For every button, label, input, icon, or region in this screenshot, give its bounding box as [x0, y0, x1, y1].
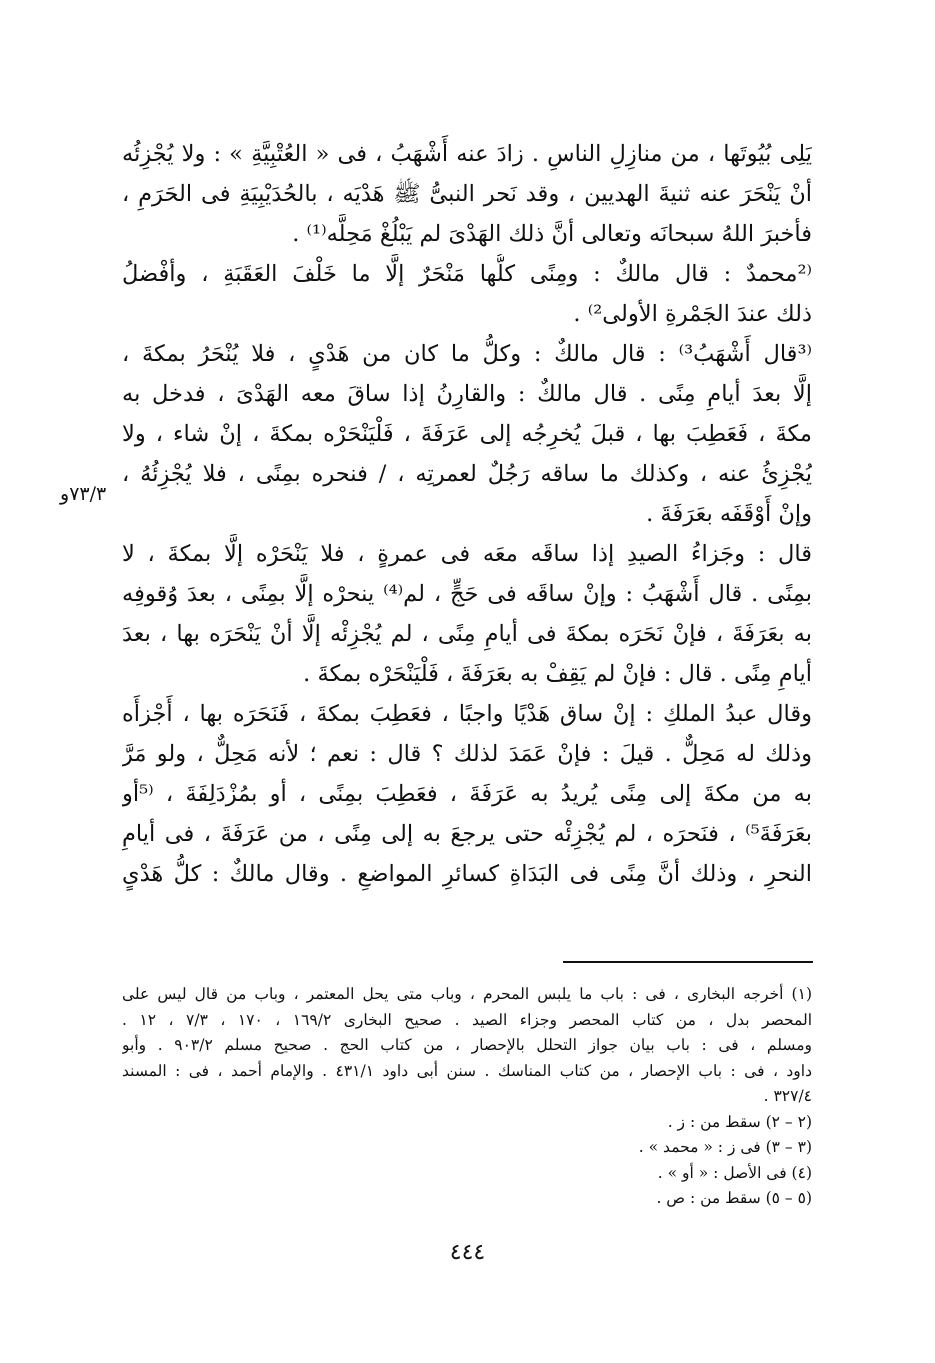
margin-folio-reference: ٧٣/٣و	[60, 483, 107, 505]
text-line: بعَرَفَةَ⁵⁾ ، فنَحرَه ، لم يُجْزِئْه حتى يرجعَ به إلى مِنًى ، من عَرَفَةَ ، فى أيامِ	[122, 821, 812, 847]
footnote-line: ومسلم ، فى : باب بيان جواز التحلل بالإحصار ، من كتاب الحج . صحيح مسلم ٩٠٣/٢ . وأبو	[122, 1036, 812, 1054]
text-line: ذلك عندَ الجَمْرةِ الأولى²⁾ .	[573, 301, 812, 327]
text-line: إلَّا بعدَ أيامِ مِنًى . قال مالكٌ : والقارِنُ إذا ساقَ معه الهَدْىَ ، فدخل به	[122, 381, 812, 407]
footnotes	[122, 982, 812, 1212]
footnote-line: (١) أخرجه البخارى ، فى : باب ما يلبس المحرم ، وباب متى يحل المعتمر ، وباب من قال ليس على	[122, 985, 812, 1003]
text-line: أنْ يَنْحَرَ عنه ثنيةَ الهديين ، وقد نَحر النبىُّ ﷺ هَدْيَه ، بالحُدَيْبِيَةِ فى الحَرَمِ ،	[122, 181, 812, 207]
page-number: ٤٤٤	[449, 1240, 486, 1265]
text-line: وقال عبدُ الملكِ : إنْ ساق هَدْيًا واجبًا ، فعَطِبَ بمكةَ ، فَنَحَرَه بها ، أَجْزأَه	[122, 701, 812, 727]
footnote-separator	[563, 961, 813, 963]
footnote-line: (٤) فى الأصل : « أو » .	[657, 1163, 812, 1182]
text-line: به بعَرَفَةَ ، فإنْ نَحَرَه بمكةَ فى أيامِ مِنًى ، لم يُجْزِئْه إلَّا أنْ يَنْحَرَه بها ، بعدَ	[122, 621, 812, 647]
footnote-line: (٥ – ٥) سقط من : ص .	[656, 1189, 812, 1207]
text-line: ⁽²محمدٌ : قال مالكٌ : ومِنًى كلُّها مَنْحَرٌ إلَّا ما خَلْفَ العَقَبَةِ ، وأفْضلُ	[122, 261, 812, 287]
text-line: ⁽³قال أَشْهَبُ³⁾ : قال مالكٌ : وكلُّ ما كان من هَدْىٍ ، فلا يُنْحَرُ بمكةَ ،	[122, 341, 812, 367]
footnote-line: داود ، فى : باب الإحصار ، من كتاب المناسك . سنن أبى داود ٤٣١/١ . والإمام أحمد ، فى : المسند	[122, 1061, 812, 1080]
text-line: مكةَ ، فَعَطِبَ بها ، قبلَ يُخرِجُه إلى عَرَفَةَ ، فَلْيَنْحَرْه بمكةَ ، إنْ شاء ، ولا	[122, 421, 812, 447]
text-line: وذلك له مَحِلٌّ . قيلَ : فإنْ عَمَدَ لذلك ؟ قال : نعم ؛ لأنه مَحِلٌّ ، ولو مَرَّ	[122, 741, 812, 767]
text-line: قال : وجَزاءُ الصيدِ إذا ساقَه معَه فى عمرةٍ ، فلا يَنْحَرْه إلَّا بمكةَ ، لا	[122, 541, 812, 567]
text-line: يَلِى بُيُوتَها ، من منازِلِ الناسِ . زادَ عنه أَشْهَبُ ، فى « العُتْبِيَّةِ » : ولا يُجْزِئُه	[122, 141, 812, 167]
footnote-line: (٢ – ٢) سقط من : ز .	[667, 1112, 812, 1131]
text-line: يُجْزِئُ عنه ، وكذلك ما ساقه رَجُلٌ لعمرتِه ، / فنحره بمِنًى ، فلا يُجْزِئُهُ ،	[122, 461, 812, 487]
text-line: بمِنًى . قال أَشْهَبُ : وإنْ ساقَه فى حَجٍّ ، لم⁽⁴⁾ ينحرْه إلَّا بمِنًى ، بعدَ وُقوفِه	[122, 581, 812, 607]
footnote-line: المحصر بدل ، من كتاب المحصر وجزاء الصيد . صحيح البخارى ١٦٩/٢ ، ١٧٠ ، ٧/٣ ، ١٢ .	[122, 1010, 812, 1029]
text-line: أيامِ مِنًى . قال : فإنْ لم يَقِفْ به بعَرَفَةَ ، فَلْيَنْحَرْه بمكةَ .	[303, 661, 812, 687]
footnote-line: (٣ – ٣) فى ز : « محمد » .	[638, 1138, 812, 1156]
text-line: فأخبرَ اللهُ سبحانَه وتعالى أنَّ ذلك الهَدْىَ لم يَبْلُغْ مَحِلَّه⁽¹⁾ .	[292, 221, 812, 247]
footnote-line: ٣٢٧/٤ .	[763, 1087, 812, 1105]
text-line: به من مكةَ إلى مِنًى يُريدُ به عَرَفَةَ ، فعَطِبَ بمِنًى ، أو بمُزْدَلِفَةَ ، ⁽⁵أو	[122, 781, 812, 807]
main-text	[122, 134, 812, 894]
text-line: وإنْ أَوْقَفَه بعَرَفَةَ .	[646, 501, 812, 527]
text-line: النحرِ ، وذلك أنَّ مِنًى فى البَدَاةِ كسائرِ المواضعِ . وقال مالكٌ : كلُّ هَدْىٍ	[122, 861, 812, 887]
